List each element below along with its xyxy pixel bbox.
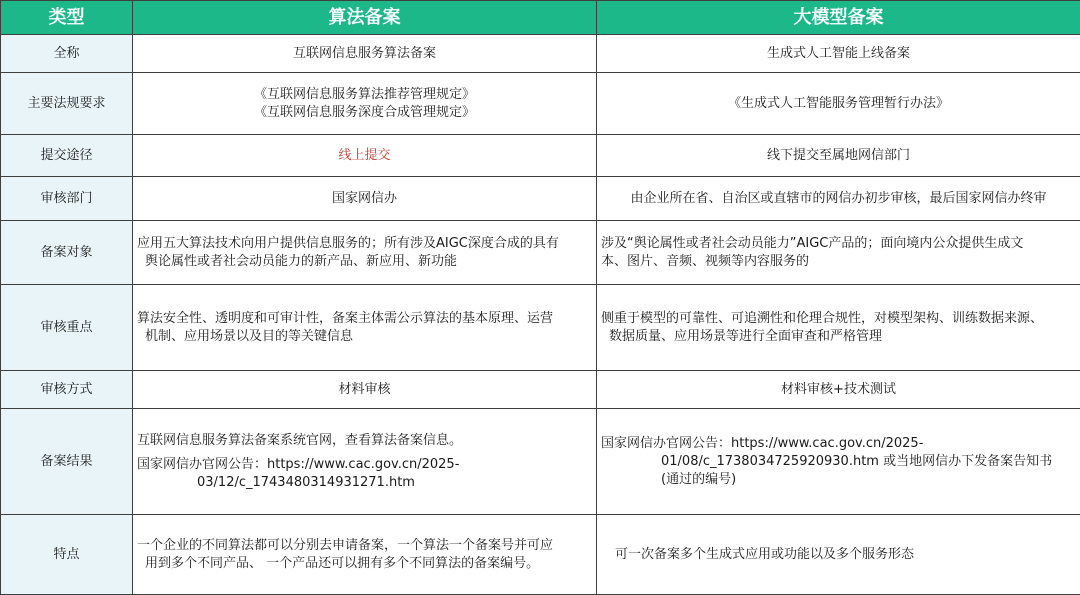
algo-cell: 互联网信息服务算法备案	[133, 35, 597, 73]
header-type: 类型	[1, 1, 133, 35]
row-channel	[1, 135, 1080, 177]
row-label: 审核方式	[1, 371, 133, 409]
text-line: 数据质量、应用场景等进行全面审查和严格管理	[609, 328, 883, 344]
row-laws	[1, 73, 1080, 135]
algo-cell: 材料审核	[133, 371, 597, 409]
law-line: 《互联网信息服务深度合成管理规定》	[253, 104, 475, 120]
text-line: 互联网信息服务算法备案系统官网，查看算法备案信息。	[137, 432, 463, 448]
row-label: 提交途径	[1, 135, 133, 177]
model-cell	[597, 221, 1080, 285]
row-feature	[1, 515, 1080, 595]
row-full-name	[1, 35, 1080, 73]
text-line: 涉及“舆论属性或者社会动员能力”AIGC产品的；面向境内公众提供生成文	[601, 235, 1024, 251]
model-cell	[597, 409, 1080, 515]
text-line: 机制、应用场景以及目的等关键信息	[145, 328, 354, 344]
algo-cell	[133, 409, 597, 515]
header-algo: 算法备案	[133, 1, 597, 35]
model-cell: 生成式人工智能上线备案	[597, 35, 1080, 73]
text-line: 用到多个不同产品、 一个产品还可以拥有多个不同算法的备案编号。	[145, 555, 540, 571]
row-dept	[1, 177, 1080, 221]
header-model: 大模型备案	[597, 1, 1080, 35]
text-line: 一个企业的不同算法都可以分别去申请备案，一个算法一个备案号并可应	[137, 537, 554, 553]
row-label: 全称	[1, 35, 133, 73]
text-line: 国家网信办官网公告：https://www.cac.gov.cn/2025-	[601, 435, 924, 451]
model-cell: 线下提交至属地网信部门	[597, 135, 1080, 177]
law-line: 《互联网信息服务算法推荐管理规定》	[253, 86, 475, 102]
text-line: 舆论属性或者社会动员能力的新产品、新应用、新功能	[145, 253, 458, 269]
row-result	[1, 409, 1080, 515]
row-method	[1, 371, 1080, 409]
model-cell: 由企业所在省、自治区或直辖市的网信办初步审核，最后国家网信办终审	[597, 177, 1080, 221]
text-line: (通过的编号)	[661, 471, 737, 487]
model-cell: 材料审核+技术测试	[597, 371, 1080, 409]
algo-cell: 线上提交	[133, 135, 597, 177]
header-row	[1, 1, 1080, 35]
row-label: 备案结果	[1, 409, 133, 515]
algo-cell	[133, 73, 597, 135]
text-line: 03/12/c_1743480314931271.htm	[197, 474, 415, 490]
row-label: 主要法规要求	[1, 73, 133, 135]
row-label: 审核部门	[1, 177, 133, 221]
model-cell: 可一次备案多个生成式应用或功能以及多个服务形态	[597, 515, 1080, 595]
model-cell	[597, 285, 1080, 371]
algo-cell	[133, 221, 597, 285]
row-label: 备案对象	[1, 221, 133, 285]
row-target	[1, 221, 1080, 285]
text-line: 01/08/c_1738034725920930.htm 或当地网信办下发备案告知书	[661, 453, 1053, 469]
row-focus	[1, 285, 1080, 371]
algo-cell	[133, 285, 597, 371]
row-label: 审核重点	[1, 285, 133, 371]
model-cell: 《生成式人工智能服务管理暂行办法》	[597, 73, 1080, 135]
text-line: 侧重于模型的可靠性、可追溯性和伦理合规性，对模型架构、训练数据来源、	[601, 310, 1044, 326]
text-line: 算法安全性、透明度和可审计性，备案主体需公示算法的基本原理、运营	[137, 310, 554, 326]
text-line: 应用五大算法技术向用户提供信息服务的；所有涉及AIGC深度合成的具有	[137, 235, 559, 251]
text-line: 本、图片、音频、视频等内容服务的	[601, 253, 810, 269]
algo-cell: 国家网信办	[133, 177, 597, 221]
text-line: 国家网信办官网公告：https://www.cac.gov.cn/2025-	[137, 456, 460, 472]
row-label: 特点	[1, 515, 133, 595]
algo-cell	[133, 515, 597, 595]
